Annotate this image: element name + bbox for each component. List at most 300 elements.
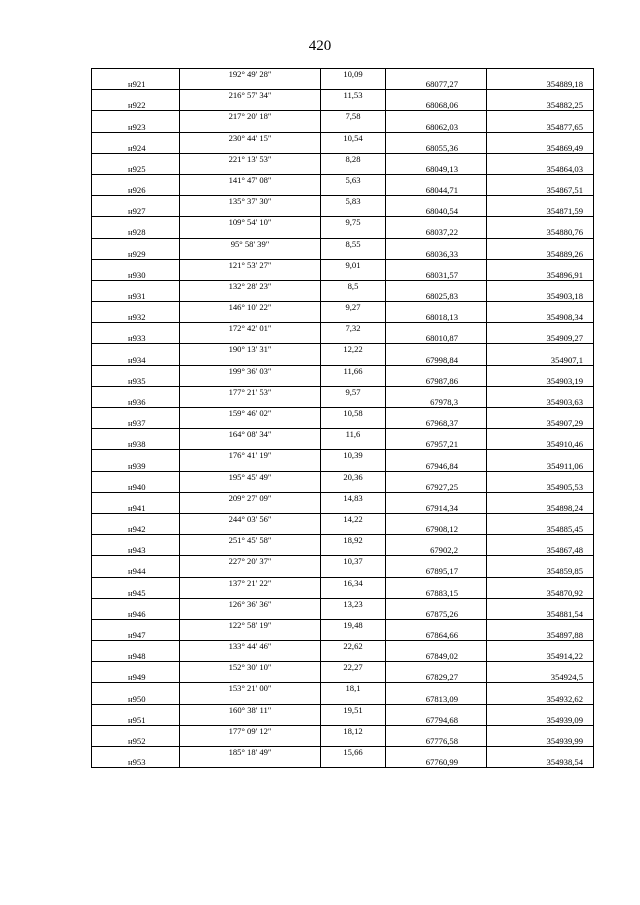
direction-angle-cell: 172° 42' 01" [180, 323, 321, 334]
segment-row [92, 90, 594, 101]
coordinate-y-cell: 354881,54 [487, 609, 594, 620]
coordinate-x-cell: 68018,13 [386, 312, 487, 323]
direction-angle-cell [180, 418, 321, 429]
coordinate-x-cell: 67776,58 [386, 736, 487, 747]
coordinate-y-cell: 354871,59 [487, 206, 594, 217]
point-name-cell: н943 [92, 545, 180, 556]
coordinate-y-cell: 354870,92 [487, 588, 594, 599]
point-row [92, 418, 594, 429]
point-row [92, 79, 594, 90]
coordinate-x-cell: 67978,3 [386, 397, 487, 408]
point-name-cell: н932 [92, 312, 180, 323]
segment-length-cell [321, 397, 386, 408]
coordinate-x-cell: 67794,68 [386, 715, 487, 726]
point-name-cell: н924 [92, 143, 180, 154]
point-name-cell: н929 [92, 249, 180, 260]
direction-angle-cell: 176° 41' 19" [180, 450, 321, 461]
segment-row [92, 577, 594, 588]
segment-row [92, 471, 594, 482]
coordinate-x-cell: 68037,22 [386, 227, 487, 238]
segment-row [92, 747, 594, 758]
point-row [92, 651, 594, 662]
direction-angle-cell: 160° 38' 11" [180, 704, 321, 715]
point-row [92, 397, 594, 408]
direction-angle-cell [180, 206, 321, 217]
coordinate-y-cell: 354869,49 [487, 143, 594, 154]
point-name-cell [92, 598, 180, 609]
segment-length-cell [321, 566, 386, 577]
segment-length-cell: 18,92 [321, 535, 386, 546]
segment-row [92, 69, 594, 80]
segment-length-cell [321, 206, 386, 217]
coordinate-x-cell: 67902,2 [386, 545, 487, 556]
segment-row [92, 556, 594, 567]
point-name-cell: н953 [92, 757, 180, 768]
coordinate-y-cell: 354911,06 [487, 460, 594, 471]
segment-row [92, 683, 594, 694]
direction-angle-cell: 133° 44' 46" [180, 641, 321, 652]
coordinate-y-cell: 354903,63 [487, 397, 594, 408]
segment-length-cell [321, 100, 386, 111]
direction-angle-cell: 141° 47' 08" [180, 174, 321, 185]
point-name-cell: н948 [92, 651, 180, 662]
coordinate-x-cell [386, 429, 487, 440]
coordinate-x-cell [386, 683, 487, 694]
point-name-cell: н935 [92, 376, 180, 387]
coordinate-x-cell [386, 259, 487, 270]
coordinate-y-cell: 354864,03 [487, 164, 594, 175]
coordinate-y-cell: 354905,53 [487, 482, 594, 493]
coordinate-x-cell [386, 111, 487, 122]
segment-length-cell: 18,12 [321, 725, 386, 736]
coordinate-y-cell [487, 662, 594, 673]
direction-angle-cell [180, 100, 321, 111]
direction-angle-cell: 177° 21' 53" [180, 386, 321, 397]
segment-row [92, 619, 594, 630]
direction-angle-cell: 132° 28' 23" [180, 280, 321, 291]
direction-angle-cell: 221° 13' 53" [180, 153, 321, 164]
coordinate-x-cell: 68049,13 [386, 164, 487, 175]
coordinate-x-cell [386, 386, 487, 397]
segment-length-cell [321, 249, 386, 260]
coordinate-y-cell [487, 365, 594, 376]
coordinate-x-cell [386, 725, 487, 736]
segment-row [92, 196, 594, 207]
segment-row [92, 535, 594, 546]
coordinate-x-cell [386, 704, 487, 715]
coordinate-x-cell [386, 132, 487, 143]
coordinate-y-cell [487, 238, 594, 249]
coordinate-y-cell [487, 323, 594, 334]
direction-angle-cell [180, 312, 321, 323]
point-name-cell [92, 747, 180, 758]
coordinate-y-cell [487, 111, 594, 122]
point-row [92, 524, 594, 535]
coordinate-x-cell: 67927,25 [386, 482, 487, 493]
point-name-cell [92, 429, 180, 440]
direction-angle-cell [180, 630, 321, 641]
segment-length-cell: 10,58 [321, 408, 386, 419]
point-name-cell [92, 662, 180, 673]
coordinate-x-cell: 68031,57 [386, 270, 487, 281]
coordinate-x-cell: 67875,26 [386, 609, 487, 620]
segment-row [92, 259, 594, 270]
point-name-cell [92, 704, 180, 715]
coordinate-x-cell [386, 280, 487, 291]
segment-length-cell [321, 439, 386, 450]
segment-length-cell: 8,5 [321, 280, 386, 291]
segment-length-cell: 9,27 [321, 302, 386, 313]
point-name-cell [92, 259, 180, 270]
coordinate-x-cell: 68055,36 [386, 143, 487, 154]
coordinate-y-cell [487, 217, 594, 228]
point-row [92, 227, 594, 238]
segment-length-cell [321, 672, 386, 683]
point-name-cell: н942 [92, 524, 180, 535]
point-name-cell [92, 365, 180, 376]
coordinates-table-body [92, 69, 594, 768]
coordinate-x-cell: 68044,71 [386, 185, 487, 196]
coordinate-y-cell: 354939,99 [487, 736, 594, 747]
coordinate-x-cell [386, 619, 487, 630]
point-row [92, 249, 594, 260]
point-row [92, 736, 594, 747]
direction-angle-cell: 109° 54' 10" [180, 217, 321, 228]
coordinate-y-cell: 354910,46 [487, 439, 594, 450]
segment-length-cell: 10,54 [321, 132, 386, 143]
direction-angle-cell [180, 672, 321, 683]
segment-length-cell: 5,83 [321, 196, 386, 207]
segment-row [92, 513, 594, 524]
coordinate-y-cell: 354896,91 [487, 270, 594, 281]
segment-length-cell [321, 185, 386, 196]
point-row [92, 630, 594, 641]
segment-length-cell: 7,32 [321, 323, 386, 334]
direction-angle-cell: 164° 08' 34" [180, 429, 321, 440]
coordinate-x-cell [386, 408, 487, 419]
point-name-cell: н936 [92, 397, 180, 408]
point-name-cell [92, 683, 180, 694]
coordinate-y-cell: 354903,19 [487, 376, 594, 387]
coordinate-y-cell: 354882,25 [487, 100, 594, 111]
coordinate-x-cell: 68077,27 [386, 79, 487, 90]
direction-angle-cell: 230° 44' 15" [180, 132, 321, 143]
coordinate-y-cell: 354903,18 [487, 291, 594, 302]
point-row [92, 312, 594, 323]
segment-row [92, 280, 594, 291]
direction-angle-cell: 126° 36' 36" [180, 598, 321, 609]
coordinate-x-cell [386, 365, 487, 376]
segment-length-cell: 19,51 [321, 704, 386, 715]
point-row [92, 121, 594, 132]
coordinate-y-cell [487, 259, 594, 270]
segment-length-cell [321, 79, 386, 90]
coordinate-y-cell: 354859,85 [487, 566, 594, 577]
segment-length-cell [321, 482, 386, 493]
point-name-cell: н947 [92, 630, 180, 641]
point-name-cell [92, 535, 180, 546]
point-row [92, 185, 594, 196]
coordinate-y-cell: 354898,24 [487, 503, 594, 514]
coordinate-x-cell: 68062,03 [386, 121, 487, 132]
segment-length-cell: 12,22 [321, 344, 386, 355]
coordinate-y-cell [487, 725, 594, 736]
direction-angle-cell: 251° 45' 58" [180, 535, 321, 546]
segment-length-cell: 10,09 [321, 69, 386, 80]
coordinate-x-cell: 67957,21 [386, 439, 487, 450]
direction-angle-cell [180, 651, 321, 662]
point-name-cell: н926 [92, 185, 180, 196]
point-name-cell: н928 [92, 227, 180, 238]
point-name-cell [92, 90, 180, 101]
coordinate-y-cell: 354907,29 [487, 418, 594, 429]
coordinate-y-cell [487, 196, 594, 207]
point-row [92, 291, 594, 302]
segment-length-cell [321, 270, 386, 281]
point-row [92, 164, 594, 175]
coordinate-x-cell [386, 535, 487, 546]
coordinate-y-cell [487, 683, 594, 694]
segment-length-cell [321, 418, 386, 429]
point-row [92, 545, 594, 556]
direction-angle-cell [180, 588, 321, 599]
point-name-cell: н945 [92, 588, 180, 599]
segment-length-cell [321, 503, 386, 514]
direction-angle-cell: 195° 45' 49" [180, 471, 321, 482]
segment-length-cell [321, 227, 386, 238]
segment-length-cell: 18,1 [321, 683, 386, 694]
coordinate-y-cell [487, 556, 594, 567]
point-row [92, 588, 594, 599]
point-row [92, 609, 594, 620]
segment-length-cell: 16,34 [321, 577, 386, 588]
segment-length-cell: 11,6 [321, 429, 386, 440]
segment-length-cell [321, 609, 386, 620]
direction-angle-cell: 153° 21' 00" [180, 683, 321, 694]
point-row [92, 333, 594, 344]
coordinate-x-cell [386, 641, 487, 652]
direction-angle-cell [180, 333, 321, 344]
segment-length-cell [321, 757, 386, 768]
point-name-cell: н946 [92, 609, 180, 620]
point-name-cell [92, 450, 180, 461]
point-row [92, 757, 594, 768]
segment-length-cell: 19,48 [321, 619, 386, 630]
segment-length-cell: 14,22 [321, 513, 386, 524]
segment-length-cell [321, 630, 386, 641]
point-name-cell: н941 [92, 503, 180, 514]
coordinate-x-cell: 68036,33 [386, 249, 487, 260]
coordinate-y-cell: 354907,1 [487, 355, 594, 366]
point-name-cell: н921 [92, 79, 180, 90]
coordinate-x-cell [386, 492, 487, 503]
segment-row [92, 408, 594, 419]
coordinate-x-cell [386, 153, 487, 164]
coordinate-y-cell: 354924,5 [487, 672, 594, 683]
coordinate-y-cell [487, 641, 594, 652]
direction-angle-cell [180, 270, 321, 281]
point-name-cell: н922 [92, 100, 180, 111]
point-name-cell [92, 111, 180, 122]
point-name-cell [92, 619, 180, 630]
coordinate-x-cell: 67829,27 [386, 672, 487, 683]
coordinate-y-cell: 354889,18 [487, 79, 594, 90]
direction-angle-cell: 121° 53' 27" [180, 259, 321, 270]
point-row [92, 270, 594, 281]
segment-length-cell: 11,66 [321, 365, 386, 376]
coordinate-x-cell: 68025,83 [386, 291, 487, 302]
segment-length-cell: 7,58 [321, 111, 386, 122]
segment-length-cell: 13,23 [321, 598, 386, 609]
segment-length-cell: 9,75 [321, 217, 386, 228]
coordinate-x-cell [386, 174, 487, 185]
point-name-cell [92, 153, 180, 164]
coordinate-y-cell [487, 577, 594, 588]
coordinate-y-cell [487, 619, 594, 630]
direction-angle-cell: 177° 09' 12" [180, 725, 321, 736]
segment-row [92, 492, 594, 503]
point-name-cell [92, 556, 180, 567]
segment-length-cell: 8,28 [321, 153, 386, 164]
segment-length-cell [321, 121, 386, 132]
coordinate-y-cell: 354914,22 [487, 651, 594, 662]
coordinate-x-cell: 67987,86 [386, 376, 487, 387]
point-name-cell: н952 [92, 736, 180, 747]
direction-angle-cell: 152° 30' 10" [180, 662, 321, 673]
coordinate-y-cell: 354877,65 [487, 121, 594, 132]
point-row [92, 715, 594, 726]
direction-angle-cell [180, 482, 321, 493]
point-name-cell: н923 [92, 121, 180, 132]
coordinate-y-cell: 354885,45 [487, 524, 594, 535]
direction-angle-cell [180, 609, 321, 620]
point-name-cell [92, 69, 180, 80]
segment-row [92, 641, 594, 652]
direction-angle-cell [180, 79, 321, 90]
segment-length-cell: 5,63 [321, 174, 386, 185]
direction-angle-cell: 244° 03' 56" [180, 513, 321, 524]
segment-length-cell: 22,62 [321, 641, 386, 652]
coordinate-x-cell [386, 662, 487, 673]
segment-row [92, 323, 594, 334]
segment-row [92, 302, 594, 313]
segment-length-cell [321, 651, 386, 662]
point-name-cell [92, 344, 180, 355]
segment-length-cell: 15,66 [321, 747, 386, 758]
direction-angle-cell [180, 715, 321, 726]
coordinate-y-cell: 354880,76 [487, 227, 594, 238]
point-name-cell [92, 280, 180, 291]
coordinate-y-cell: 354908,34 [487, 312, 594, 323]
coordinate-x-cell [386, 90, 487, 101]
coordinate-x-cell: 67946,84 [386, 460, 487, 471]
point-name-cell [92, 725, 180, 736]
segment-length-cell: 8,55 [321, 238, 386, 249]
direction-angle-cell [180, 143, 321, 154]
point-row [92, 376, 594, 387]
segment-row [92, 238, 594, 249]
coordinate-y-cell: 354867,48 [487, 545, 594, 556]
coordinate-x-cell [386, 302, 487, 313]
coordinate-y-cell [487, 90, 594, 101]
coordinate-x-cell [386, 238, 487, 249]
direction-angle-cell: 227° 20' 37" [180, 556, 321, 567]
coordinate-y-cell [487, 513, 594, 524]
segment-length-cell [321, 460, 386, 471]
direction-angle-cell [180, 545, 321, 556]
point-name-cell [92, 302, 180, 313]
coordinate-y-cell: 354867,51 [487, 185, 594, 196]
coordinate-x-cell [386, 344, 487, 355]
segment-row [92, 450, 594, 461]
segment-length-cell [321, 545, 386, 556]
segment-length-cell [321, 588, 386, 599]
segment-length-cell [321, 715, 386, 726]
point-name-cell: н927 [92, 206, 180, 217]
segment-row [92, 111, 594, 122]
coordinate-x-cell [386, 69, 487, 80]
direction-angle-cell [180, 439, 321, 450]
point-name-cell [92, 513, 180, 524]
point-name-cell: н933 [92, 333, 180, 344]
point-row [92, 482, 594, 493]
point-row [92, 694, 594, 705]
coordinate-y-cell: 354932,62 [487, 694, 594, 705]
coordinate-x-cell: 67914,34 [386, 503, 487, 514]
point-name-cell [92, 217, 180, 228]
coordinate-y-cell [487, 344, 594, 355]
direction-angle-cell: 135° 37' 30" [180, 196, 321, 207]
point-name-cell [92, 196, 180, 207]
coordinate-x-cell [386, 471, 487, 482]
coordinate-x-cell [386, 217, 487, 228]
coordinate-x-cell: 67998,84 [386, 355, 487, 366]
direction-angle-cell [180, 249, 321, 260]
segment-length-cell [321, 694, 386, 705]
direction-angle-cell: 185° 18' 49" [180, 747, 321, 758]
segment-length-cell [321, 291, 386, 302]
segment-length-cell: 20,36 [321, 471, 386, 482]
coordinate-y-cell [487, 174, 594, 185]
coordinate-y-cell [487, 450, 594, 461]
coordinate-y-cell: 354897,88 [487, 630, 594, 641]
point-name-cell [92, 132, 180, 143]
point-name-cell: н931 [92, 291, 180, 302]
point-name-cell [92, 641, 180, 652]
direction-angle-cell [180, 291, 321, 302]
point-name-cell: н949 [92, 672, 180, 683]
segment-length-cell: 11,53 [321, 90, 386, 101]
point-name-cell [92, 577, 180, 588]
direction-angle-cell: 217° 20' 18" [180, 111, 321, 122]
coordinate-x-cell: 67895,17 [386, 566, 487, 577]
direction-angle-cell [180, 185, 321, 196]
direction-angle-cell: 159° 46' 02" [180, 408, 321, 419]
coordinate-y-cell [487, 386, 594, 397]
direction-angle-cell [180, 164, 321, 175]
point-name-cell: н940 [92, 482, 180, 493]
coordinate-x-cell [386, 556, 487, 567]
point-name-cell: н944 [92, 566, 180, 577]
coordinate-y-cell [487, 535, 594, 546]
segment-length-cell [321, 355, 386, 366]
coordinate-x-cell: 67908,12 [386, 524, 487, 535]
segment-length-cell [321, 143, 386, 154]
coordinates-table [91, 68, 594, 768]
point-name-cell [92, 323, 180, 334]
coordinate-x-cell: 67883,15 [386, 588, 487, 599]
segment-row [92, 365, 594, 376]
